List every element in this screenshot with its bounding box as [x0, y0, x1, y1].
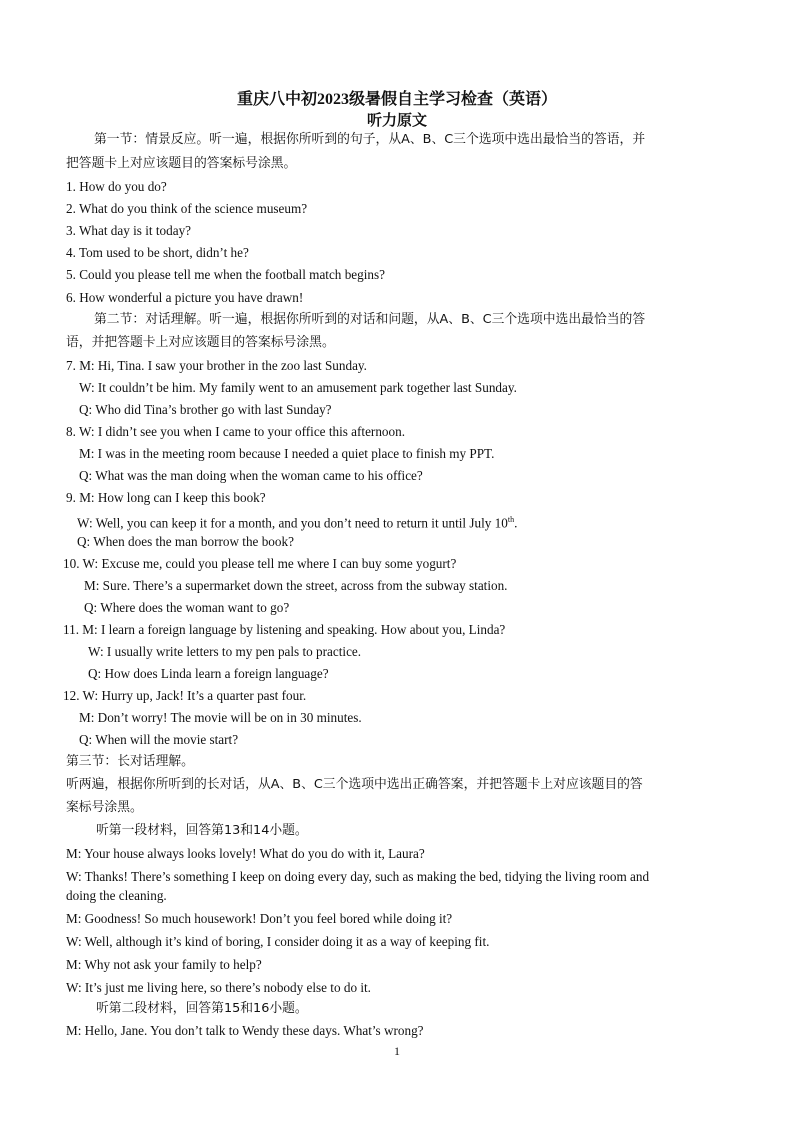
dialogue1-line7: W: It’s just me living here, so there’s nobody else to do it. [66, 980, 371, 995]
q12-line2: M: Don’t worry! The movie will be on in 30 minutes. [79, 710, 362, 725]
dialogue1-line1: M: Your house always looks lovely! What do you do with it, Laura? [66, 846, 425, 861]
question-6: 6. How wonderful a picture you have drawn! [66, 290, 304, 305]
material2-instruction: 听第二段材料，回答第15和16小题。 [96, 1001, 308, 1016]
q8-question: Q: What was the man doing when the woman came to his office? [79, 468, 423, 483]
q11-line1: 11. M: I learn a foreign language by listening and speaking. How about you, Linda? [63, 622, 506, 637]
dialogue1-line6: M: Why not ask your family to help? [66, 957, 262, 972]
section1-intro-line1: 第一节：情景反应。听一遍，根据你所听到的句子，从A、B、C三个选项中选出最恰当的答语，并 [94, 132, 646, 147]
dialogue2-line1: M: Hello, Jane. You don’t talk to Wendy these days. What’s wrong? [66, 1023, 424, 1038]
question-1: 1. How do you do? [66, 179, 167, 194]
question-4: 4. Tom used to be short, didn’t he? [66, 245, 249, 260]
q9-line2-period: . [514, 515, 518, 531]
q9-line2-superscript: th [507, 515, 515, 524]
dialogue1-line3: doing the cleaning. [66, 888, 167, 903]
q9-question: Q: When does the man borrow the book? [77, 534, 294, 549]
section3-heading: 第三节：长对话理解。 [66, 754, 194, 769]
question-2: 2. What do you think of the science museum? [66, 201, 308, 216]
q8-line1: 8. W: I didn’t see you when I came to your office this afternoon. [66, 424, 405, 439]
q7-question: Q: Who did Tina’s brother go with last Sunday? [79, 402, 332, 417]
q11-line2: W: I usually write letters to my pen pals to practice. [88, 644, 362, 659]
dialogue1-line4: M: Goodness! So much housework! Don’t you feel bored while doing it? [66, 911, 453, 926]
question-3: 3. What day is it today? [66, 223, 192, 238]
page-number: 1 [394, 1044, 400, 1058]
q7-line1: 7. M: Hi, Tina. I saw your brother in the zoo last Sunday. [66, 358, 367, 373]
q9-line1: 9. M: How long can I keep this book? [66, 490, 266, 505]
section3-intro-line2: 案标号涂黑。 [66, 800, 143, 815]
section3-intro-line1: 听两遍，根据你所听到的长对话，从A、B、C三个选项中选出正确答案，并把答题卡上对应该题目的答 [66, 777, 643, 792]
q11-question: Q: How does Linda learn a foreign language? [88, 666, 329, 681]
material1-instruction: 听第一段材料，回答第13和14小题。 [96, 823, 308, 838]
section2-intro-line2: 语，并把答题卡上对应该题目的答案标号涂黑。 [66, 335, 335, 350]
dialogue1-line2: W: Thanks! There’s something I keep on doing every day, such as making the bed, tidying the living room and [66, 869, 650, 884]
q10-line2: M: Sure. There’s a supermarket down the street, across from the subway station. [84, 578, 508, 593]
q7-line2: W: It couldn’t be him. My family went to an amusement park together last Sunday. [79, 380, 517, 395]
page-title: 重庆八中初2023级暑假自主学习检查（英语） [236, 91, 557, 108]
section1-intro-line2: 把答题卡上对应该题目的答案标号涂黑。 [66, 156, 297, 171]
question-5: 5. Could you please tell me when the football match begins? [66, 267, 385, 282]
q9-line2 [77, 511, 517, 532]
q12-line1: 12. W: Hurry up, Jack! It’s a quarter past four. [63, 688, 307, 703]
q9-line2-text: W: Well, you can keep it for a month, and you don’t need to return it until July 10 [77, 515, 508, 531]
dialogue1-line5: W: Well, although it’s kind of boring, I consider doing it as a way of keeping fit. [66, 934, 490, 949]
q12-question: Q: When will the movie start? [79, 732, 239, 747]
q10-line1: 10. W: Excuse me, could you please tell me where I can buy some yogurt? [63, 556, 457, 571]
q8-line2: M: I was in the meeting room because I needed a quiet place to finish my PPT. [79, 446, 495, 461]
section2-intro-line1: 第二节：对话理解。听一遍，根据你所听到的对话和问题，从A、B、C三个选项中选出最恰当的答 [94, 312, 646, 327]
page-subtitle: 听力原文 [366, 113, 427, 129]
q10-question: Q: Where does the woman want to go? [84, 600, 290, 615]
